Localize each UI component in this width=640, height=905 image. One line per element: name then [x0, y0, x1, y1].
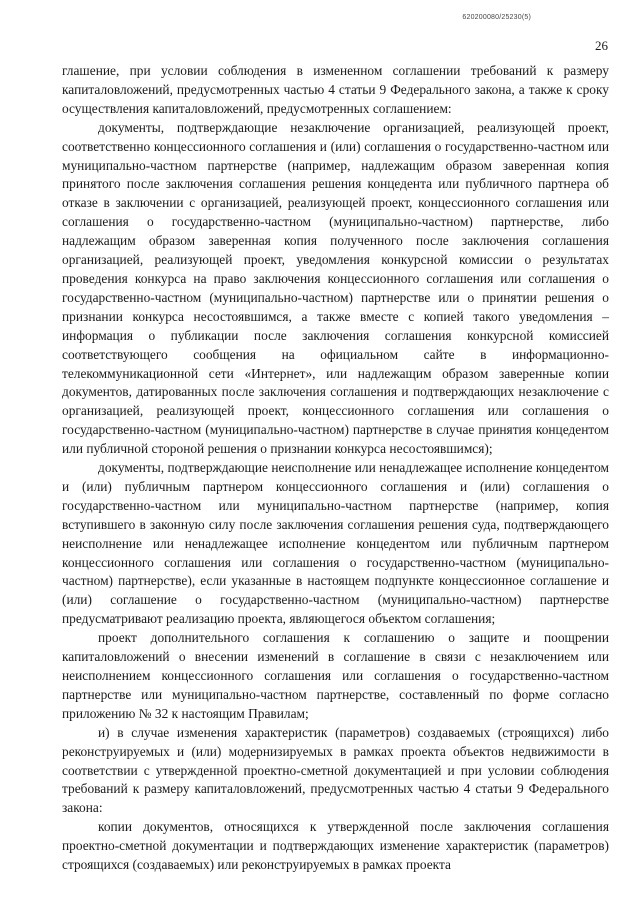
page-number: 26: [595, 38, 608, 53]
paragraph: глашение, при условии соблюдения в измененном соглашении требований к размеру капиталовложений, предусмотренных частью 4 статьи 9 Федерального закона, а также к сроку осуществления капиталовложений, предусмотренных соглашением:: [62, 63, 609, 116]
paragraph: документы, подтверждающие неисполнение или ненадлежащее исполнение концедентом и (или) публичным партнером концессионного соглашения и (или) соглашения о государственно-частном или муниципально-частном партнерстве (например, копия вступившего в законную силу после заключения соглашения решения суда, подтверждающего неисполнение или ненадлежащее исполнение концедентом или публичным партнером концессионного соглашения или соглашения о государственно-частном (муниципально-частном) партнерстве), если указанные в настоящем подпункте концессионное соглашение и (или) соглашение о государственно-частном (муниципально-частном) партнерстве предусматривают реализацию проекта, являющегося объектом соглашения;: [62, 460, 609, 627]
paragraph: и) в случае изменения характеристик (параметров) создаваемых (строящихся) либо реконструируемых и (или) модернизируемых в рамках проекта объектов недвижимости в соответствии с утвержденной проектно-сметной документацией и при условии соблюдения требований к размеру капиталовложений, предусмотренных частью 4 статьи 9 Федерального закона:: [62, 724, 609, 816]
paragraph: проект дополнительного соглашения к соглашению о защите и поощрении капиталовложений о внесении изменений в соглашение в связи с незаключением или неисполнением концессионного соглашения или соглашения о государственно-частном партнерстве или муниципально-частном партнерстве, составленный по форме согласно приложению № 32 к настоящим Правилам;: [62, 630, 609, 721]
paragraph: копии документов, относящихся к утвержденной после заключения соглашения проектно-сметной документации и подтверждающих изменение характеристик (параметров) строящихся (создаваемых) или реконструируемых в рамках проекта: [62, 819, 609, 873]
document-body: [62, 62, 609, 875]
paragraph: документы, подтверждающие незаключение организацией, реализующей проект, соответственно концессионного соглашения и (или) соглашения о государственно-частном или муниципально-частном партнерстве (например, надлежащим образом заверенная копия принятого после заключения соглашения решения концедента или публичного партнера об отказе в заключении с организацией, реализующей проект, концессионного соглашения или соглашения о государственно-частном (муниципально-частном) партнерстве, либо надлежащим образом заверенная копия полученного после заключения соглашения организацией, реализующей проект, уведомления конкурсной комиссии о результатах проведения конкурса на право заключения концессионного соглашения или соглашения о государственно-частном (муниципально-частном) партнерстве или о принятии решения о признании конкурса несостоявшимся, а также вместе с копией такого уведомления – информация о публикации после заключения соглашения конкурсной комиссией соответствующего сообщения на официальном сайте в информационно-телекоммуникационной сети «Интернет», или надлежащим образом заверенные копии документов, датированных после заключения соглашения и подтверждающих незаключение с организацией, реализующей проект, концессионного соглашения или соглашения о государственно-частном (муниципально-частном) партнерстве в случае принятия концедентом или публичной стороной решения о признании конкурса несостоявшимся);: [62, 119, 609, 457]
document-id: 620200080/25230(5): [462, 14, 531, 21]
